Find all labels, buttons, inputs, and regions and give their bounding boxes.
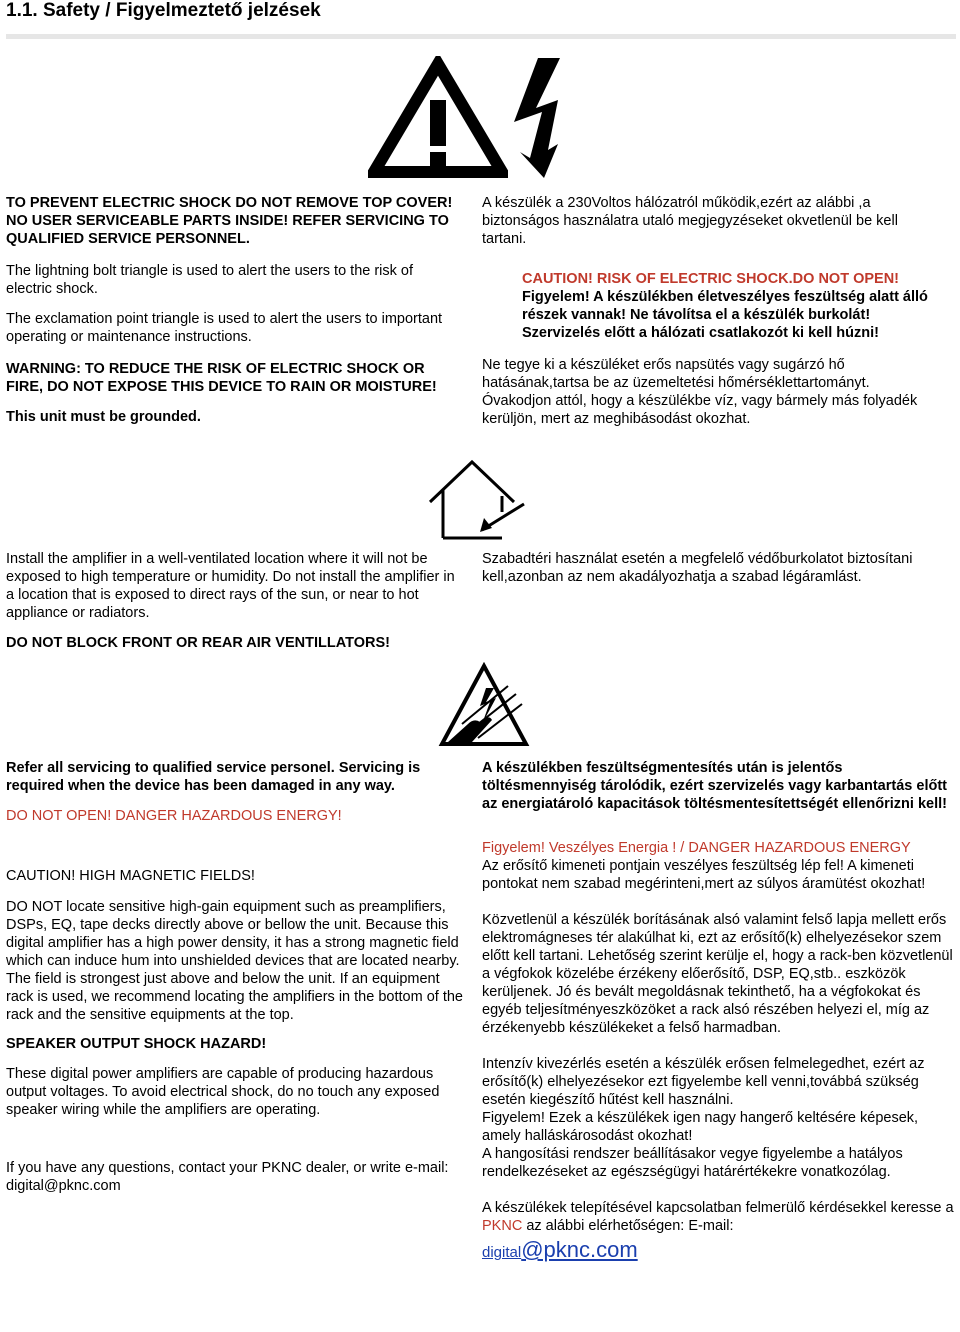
magnetic-text: DO NOT locate sensitive high-gain equipment such as preamplifiers, DSPs, EQ, tape decks directly above or bellow the unit. Because this digital amplifier has a high power density, it has a strong magnetic field which can induce hum into unshielded devices that are located nearby. The field is strongest just above and below the unit. If an equipment rack is used, we recommend locating the amplifiers in the bottom of the rack and the sensitive equipments at the top. <box>6 899 463 1023</box>
hu-limits-text: A hangosítási rendszer beállításakor vegye figyelembe a hatályos rendelkezéseket az egészségügyi határértékekre vonatkozólag. <box>482 1146 903 1180</box>
page-title: 1.1. Safety / Figyelmeztető jelzések <box>6 0 321 21</box>
hazard-hand-icon <box>438 662 530 748</box>
hu-outdoor-text: Szabadtéri használat esetén a megfelelő védőburkolatot biztosítani kell,azonban az nem akadályozhatja a szabad légáramlást. <box>482 551 913 585</box>
hu-sun-warning: Ne tegye ki a készüléket erős napsütés vagy sugárzó hő hatásának,tartsa be az üzemeltetési hőmérséklettartományt. Óvakodjon attól, hogy a készülékbe víz, vagy bármely más folyadék kerüljön, mert az meghibásodást okozhat. <box>482 357 918 427</box>
rain-warning: WARNING: TO REDUCE THE RISK OF ELECTRIC SHOCK OR FIRE, DO NOT EXPOSE THIS DEVICE TO RAIN OR MOISTURE! <box>6 361 437 395</box>
shock-warning-text: TO PREVENT ELECTRIC SHOCK DO NOT REMOVE TOP COVER! NO USER SERVICEABLE PARTS INSIDE! REFER SERVICING TO QUALIFIED SERVICE PERSONNEL. <box>6 195 453 247</box>
hu-energy-text: Az erősítő kimeneti pontjain veszélyes feszültség lép fel! A kimeneti pontokat nem szabad megérinteni,mert az súlyos áramütést okozhat! <box>482 858 926 892</box>
email-link[interactable] <box>482 1237 954 1262</box>
title-divider <box>6 34 956 39</box>
speaker-title: SPEAKER OUTPUT SHOCK HAZARD! <box>6 1036 267 1052</box>
exclamation-explanation: The exclamation point triangle is used to alert the users to important operating or maintenance instructions. <box>6 311 443 345</box>
hu-discharge-text: A készülékben feszültségmentesítés után is jelentős töltésmennyiség tárolódik, ezért szervizelés vagy karbantartás előtt az energiatároló kapacitások töltésmentesítettségét ellenőrizni kell! <box>482 760 947 812</box>
hu-contact-text: A készülékek telepítésével kapcsolatban felmerülő kérdésekkel keresse a PKNC az alábbi elérhetőségen: E-mail: <box>482 1200 954 1234</box>
hu-intro-text: A készülék a 230Voltos hálózatról működik,ezért az alábbi ,a biztonságos használatra utaló megjegyzéseket okvetlenül be kell tartani. <box>482 195 898 247</box>
servicing-text: Refer all servicing to qualified service personel. Servicing is required when the device has been damaged in any way. <box>6 760 421 794</box>
pknc-name: PKNC <box>482 1218 523 1234</box>
speaker-text: These digital power amplifiers are capable of producing hazardous output voltages. To avoid electrical shock, do no touch any exposed speaker wiring while the amplifiers are operating. <box>6 1066 440 1118</box>
hu-energy-title: Figyelem! Veszélyes Energia ! / DANGER HAZARDOUS ENERGY <box>482 840 911 856</box>
ventilation-text: Install the amplifier in a well-ventilated location where it will not be exposed to high temperature or humidity. Do not install the amplifier in a location that is exposed to direct rays of the sun, or near to hot appliance or radiators. <box>6 551 455 621</box>
grounding-note: This unit must be grounded. <box>6 409 201 425</box>
hu-heat-text: Intenzív kivezérlés esetén a készülék erősen felmelegedhet, ezért az erősítő(k) elhelyezésekor ezt figyelembe kell venni,továbbá szükség esetén kiegészítő hűtést kell használni. <box>482 1056 925 1108</box>
hu-volume-warning: Figyelem! Ezek a készülékek igen nagy hangerő keltésére képesek, amely halláskárosodást okozhat! <box>482 1110 919 1144</box>
magnetic-title: CAUTION! HIGH MAGNETIC FIELDS! <box>6 868 255 884</box>
ventilation-warning: DO NOT BLOCK FRONT OR REAR AIR VENTILLATORS! <box>6 635 390 651</box>
lightning-bolt-icon <box>508 56 578 180</box>
email-link-prefix[interactable]: digital <box>482 1244 522 1261</box>
hu-magnetic-text: Közvetlenül a készülék borításának alsó valamint felső lapja mellett erős elektromágneses tér alakúlhat ki, ezt az erősítő(k) elhelyezésekor szem előtt kell tartani. Lehetőség szerint kerülje el, hogy a rack-ben közvetlenül a végfokok közelébe érzékeny előerősítő, DSP, EQ,stb.. eszközök kerüljenek. Jó és bevált megoldásnak tekinthető, ha a végfokokat és egyéb teljesítményeszközöket a rack alsó részében helyezi el, míg az érzékenyebb készülékeket a felső harmadban. <box>482 912 953 1036</box>
exclamation-triangle-icon <box>368 56 508 180</box>
contact-text: If you have any questions, contact your PKNC dealer, or write e-mail: digital@pknc.com <box>6 1160 449 1194</box>
indoor-use-icon <box>426 456 526 542</box>
email-link-domain[interactable]: @pknc.com <box>521 1237 638 1262</box>
danger-energy-text: DO NOT OPEN! DANGER HAZARDOUS ENERGY! <box>6 808 342 824</box>
lightning-explanation: The lightning bolt triangle is used to alert the users to the risk of electric shock. <box>6 263 414 297</box>
caution-shock: CAUTION! RISK OF ELECTRIC SHOCK.DO NOT OPEN! <box>522 271 899 287</box>
hu-warning-text: Figyelem! A készülékben életveszélyes feszültség alatt álló részek vannak! Ne távolítsa el a készülék burkolát! Szervizelés előtt a hálózati csatlakozót ki kell húzni! <box>522 289 928 341</box>
